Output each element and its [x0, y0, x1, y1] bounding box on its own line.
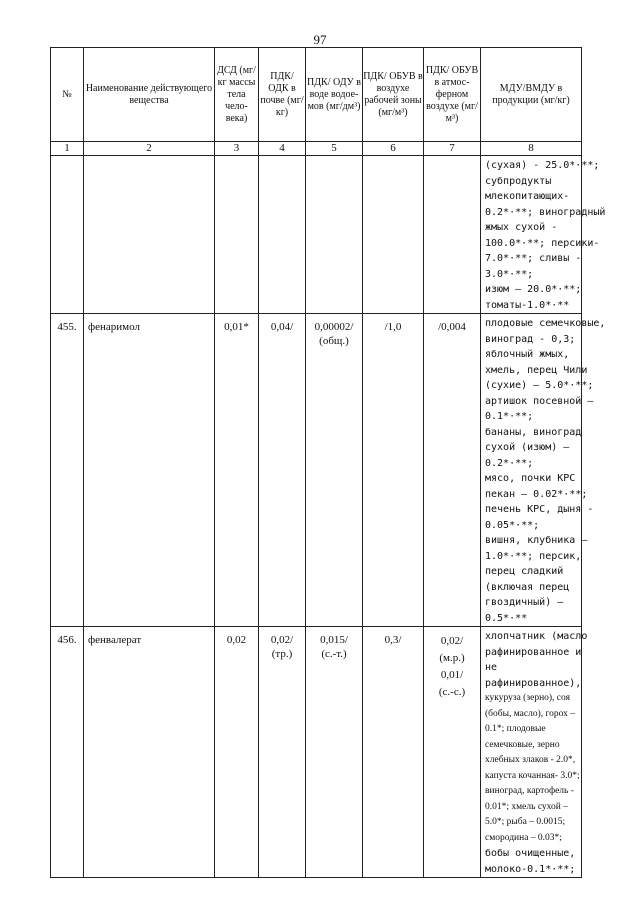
mdu-line: жмых сухой -	[485, 222, 558, 233]
header-dsd: ДСД (мг/кг массы тела чело-века)	[215, 48, 259, 142]
row-number	[51, 156, 84, 314]
mdu-line: артишок посевной –	[485, 395, 594, 407]
soil-value	[259, 156, 306, 314]
header-workair: ПДК/ ОБУВ в воздухе рабочей зоны (мг/м³)	[363, 48, 424, 142]
atmair-value	[424, 156, 481, 314]
mdu-line: 0.2*·**;	[485, 457, 534, 469]
column-number: 3	[215, 142, 259, 156]
column-number: 2	[84, 142, 215, 156]
page-number: 97	[313, 32, 327, 47]
mdu-line: бобы очищенные,	[485, 848, 576, 859]
column-number: 7	[424, 142, 481, 156]
dsd-value: 0,01*	[215, 314, 259, 627]
mdu-line: 0.05*·**;	[485, 519, 540, 531]
mdu-cell	[481, 156, 606, 314]
mdu-line: молоко-0.1*·**;	[485, 863, 576, 875]
mdu-line: 3.0*·**;	[485, 268, 534, 280]
mdu-line: бананы, виноград	[485, 426, 582, 438]
mdu-line: хлебных злаков - 2.0*,	[485, 755, 576, 765]
row-number: 456.	[51, 627, 84, 878]
water-value: 0,00002/ (общ.)	[306, 314, 363, 627]
workair-value: /1,0	[363, 314, 424, 627]
mdu-line: 0.2*·**; виноградный	[485, 206, 606, 218]
mdu-line: 0.5*·**	[485, 612, 528, 624]
mdu-line: пекан – 0.02*·**;	[485, 488, 588, 500]
mdu-line: перец сладкий	[485, 566, 564, 577]
mdu-line: (включая перец	[485, 581, 570, 593]
substance-name	[84, 156, 215, 314]
mdu-cell	[481, 314, 606, 627]
column-number: 8	[481, 142, 582, 156]
mdu-line: (сухие) – 5.0*·**;	[485, 380, 594, 391]
header-num: №	[51, 48, 84, 142]
mdu-line: рафинированное и	[485, 646, 582, 658]
mdu-line: яблочный жмых,	[485, 349, 570, 360]
water-value: 0,015/ (с.-т.)	[306, 627, 363, 878]
column-number: 4	[259, 142, 306, 156]
mdu-line: вишня, клубника –	[485, 535, 588, 546]
mdu-line: сухой (изюм) –	[485, 442, 570, 453]
workair-value	[363, 156, 424, 314]
table-row	[51, 156, 582, 314]
dsd-value: 0,02	[215, 627, 259, 878]
header-atmair: ПДК/ ОБУВ в атмос-ферном воздухе (мг/м³)	[424, 48, 481, 142]
mdu-line: 5.0*; рыба – 0.0015;	[485, 817, 566, 827]
header-name: Наименование действующего вещества	[84, 48, 215, 142]
mdu-line: 100.0*·**; персики-	[485, 237, 600, 249]
column-number-row	[51, 142, 582, 156]
mdu-line: не	[485, 662, 498, 673]
soil-value: 0,02/ (тр.)	[259, 627, 306, 878]
mdu-line: гвоздичный) –	[485, 597, 564, 608]
mdu-line: 1.0*·**; персик,	[485, 550, 582, 562]
mdu-line: млекопитающих-	[485, 191, 570, 202]
mdu-line: томаты-1.0*·**	[485, 299, 570, 311]
header-soil: ПДК/ ОДК в почве (мг/кг)	[259, 48, 306, 142]
header-row	[51, 48, 582, 142]
mdu-line: плодовые семечковые,	[485, 318, 606, 329]
column-number: 1	[51, 142, 84, 156]
atmair-value: /0,004	[424, 314, 481, 627]
mdu-line: 0.1*·**;	[485, 411, 534, 422]
header-water: ПДК/ ОДУ в воде водое-мов (мг/дм³)	[306, 48, 363, 142]
mdu-line: кукуруза (зерно), соя	[485, 693, 570, 703]
mdu-line: хлопчатник (масло	[485, 631, 588, 642]
mdu-line: (бобы, масло), горох –	[485, 708, 576, 719]
substance-name: фенаримол	[84, 314, 215, 627]
atmair-value: 0,02/ (м.р.) 0,01/ (с.-с.)	[424, 627, 481, 878]
header-mdu: МДУ/ВМДУ в продукции (мг/кг)	[481, 48, 582, 142]
mdu-line: семечковые, зерно	[485, 739, 560, 750]
mdu-line: печень КРС, дыня -	[485, 504, 594, 515]
row-number: 455.	[51, 314, 84, 627]
mdu-line: хмель, перец Чили	[485, 364, 588, 376]
dsd-value	[215, 156, 259, 314]
mdu-line: 0.1*; плодовые	[485, 724, 546, 734]
workair-value: 0,3/	[363, 627, 424, 878]
mdu-line: капуста кочанная- 3.0*;	[485, 770, 580, 781]
mdu-line: виноград, картофель -	[485, 786, 574, 796]
substance-name: фенвалерат	[84, 627, 215, 878]
soil-value: 0,04/	[259, 314, 306, 627]
mdu-line: изюм – 20.0*·**;	[485, 284, 582, 295]
mdu-line: 7.0*·**; сливы -	[485, 253, 582, 264]
column-number: 5	[306, 142, 363, 156]
mdu-line: субпродукты	[485, 175, 552, 187]
mdu-line: рафинированное),	[485, 677, 582, 689]
pesticide-table	[50, 47, 606, 878]
mdu-line: (сухая) - 25.0*·**;	[485, 160, 600, 171]
mdu-line: 0.01*; хмель сухой –	[485, 801, 569, 812]
column-number: 6	[363, 142, 424, 156]
table-row	[51, 314, 582, 627]
mdu-line: виноград - 0,3;	[485, 333, 576, 345]
mdu-line: смородина – 0.03*;	[485, 832, 562, 843]
mdu-cell	[481, 627, 588, 878]
mdu-line: мясо, почки КРС	[485, 473, 576, 484]
table-row	[51, 627, 582, 878]
water-value	[306, 156, 363, 314]
